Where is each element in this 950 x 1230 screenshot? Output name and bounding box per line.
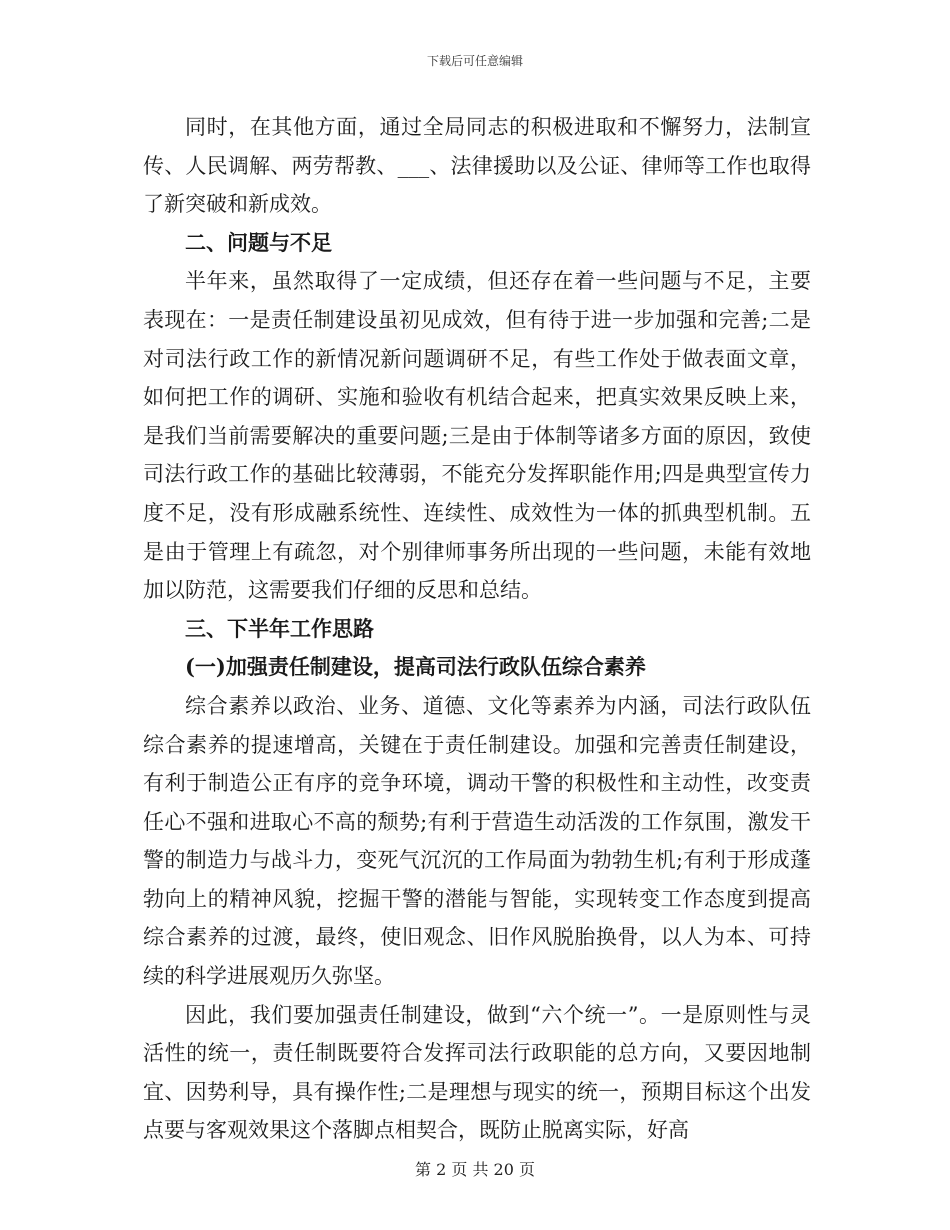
page-header: 下载后可任意编辑 (426, 54, 523, 68)
section-heading-problems: 二、问题与不足 (185, 229, 332, 255)
paragraph-six-unifications: 因此，我们要加强责任制建设，做到“六个统一”。一是原则性与灵活性的统一，责任制既要符合发挥司法行政职能的总方向，又要因地制宜、因势利导，具有操作性;二是理想与现实的统一，预期目标这个出发点要与客观效果这个落脚点相契合，既防止脱离实际，好高 (143, 1002, 811, 1143)
subsection-heading-responsibility-system: (一)加强责任制建设，提高司法行政队伍综合素养 (185, 654, 646, 680)
document-body (143, 108, 811, 1150)
paragraph-comprehensive-quality: 综合素养以政治、业务、道德、文化等素养为内涵，司法行政队伍综合素养的提速增高，关键在于责任制建设。加强和完善责任制建设，有利于制造公正有序的竞争环境，调动干警的积极性和主动性，改变责任心不强和进取心不高的颓势;有利于营造生动活泼的工作氛围，激发干警的制造力与战斗力，变死气沉沉的工作局面为勃勃生机;有利于形成蓬勃向上的精神风貌，挖掘干警的潜能与智能，实现转变工作态度到提高综合素养的过渡，最终，使旧观念、旧作风脱胎换骨，以人为本、可持续的科学进展观历久弥坚。 (143, 693, 811, 989)
paragraph-legal-work-progress: 同时，在其他方面，通过全局同志的积极进取和不懈努力，法制宣传、人民调解、两劳帮教、___、法律援助以及公证、律师等工作也取得了新突破和新成效。 (143, 115, 811, 217)
page-number-footer: 第 2 页 共 20 页 (415, 1160, 535, 1179)
section-heading-second-half-plan: 三、下半年工作思路 (185, 615, 374, 641)
paragraph-problems: 半年来，虽然取得了一定成绩，但还存在着一些问题与不足，主要表现在：一是责任制建设虽初见成效，但有待于进一步加强和完善;二是对司法行政工作的新情况新问题调研不足，有些工作处于做表面文章，如何把工作的调研、实施和验收有机结合起来，把真实效果反映上来，是我们当前需要解决的重要问题;三是由于体制等诸多方面的原因，致使司法行政工作的基础比较薄弱，不能充分发挥职能作用;四是典型宣传力度不足，没有形成融系统性、连续性、成效性为一体的抓典型机制。五是由于管理上有疏忽，对个别律师事务所出现的一些问题，未能有效地加以防范，这需要我们仔细的反思和总结。 (143, 269, 811, 603)
